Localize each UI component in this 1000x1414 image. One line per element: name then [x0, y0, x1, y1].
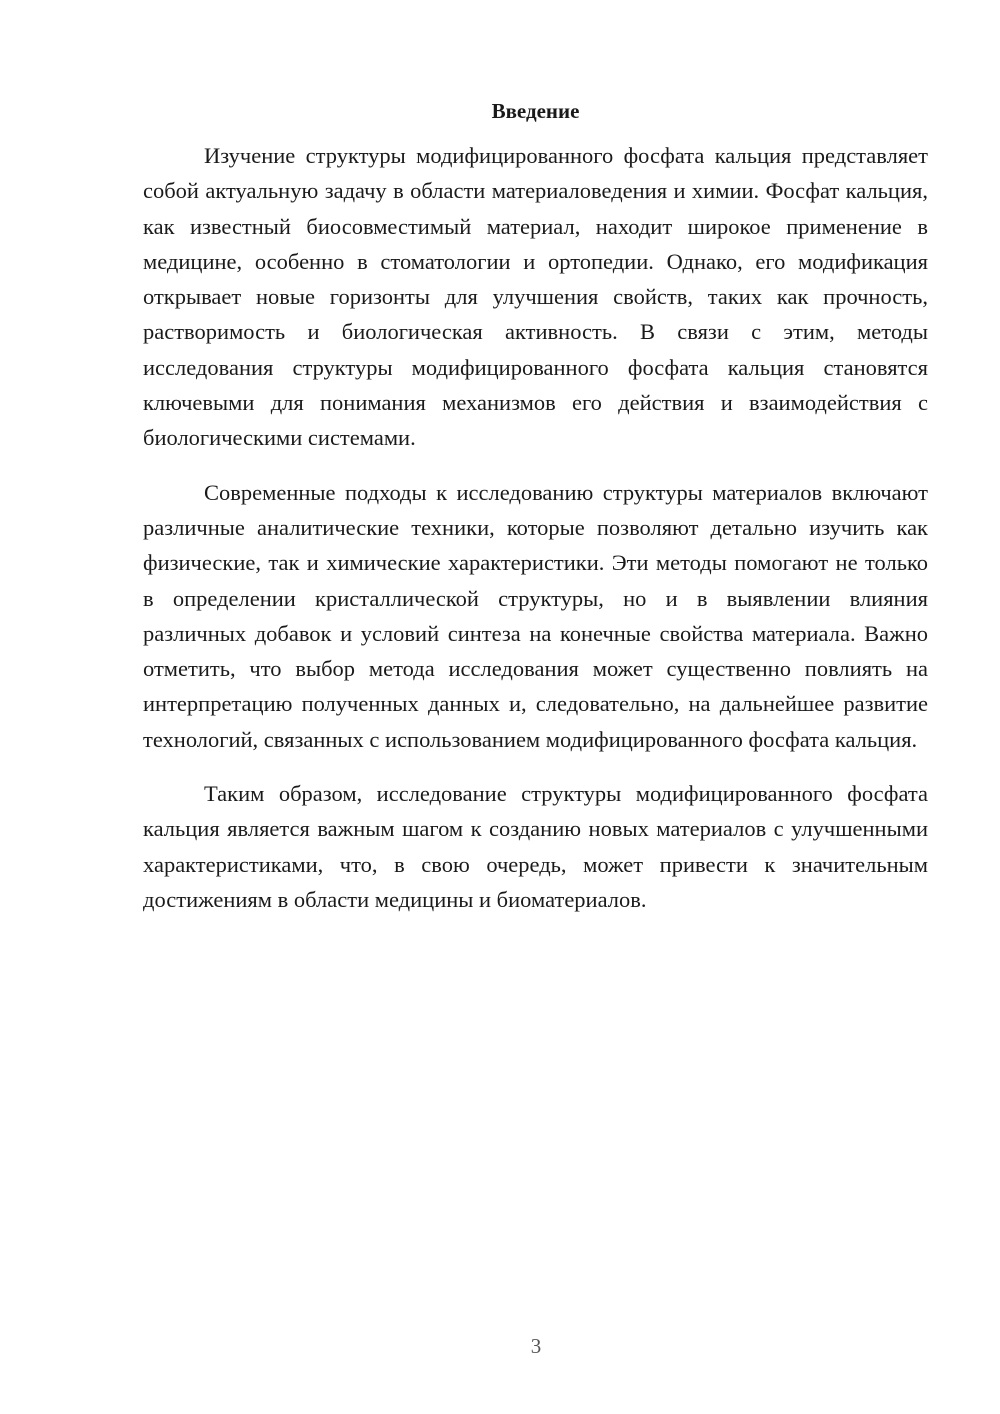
- paragraph-3: Таким образом, исследование структуры модифицированного фосфата кальция является важным шагом к созданию новых материалов с улучшенными характеристиками, что, в свою очередь, может привести к значительным достижениям в области медицины и биоматериалов.: [143, 781, 928, 912]
- paragraph-2: Современные подходы к исследованию структуры материалов включают различные аналитические техники, которые позволяют детально изучить как физические, так и химические характеристики. Эти методы помогают не только в определении кристаллической структуры, но и в выявлении влияния различных добавок и условий синтеза на конечные свойства материала. Важно отметить, что выбор метода исследования может существенно повлиять на интерпретацию полученных данных и, следовательно, на дальнейшее развитие технологий, связанных с использованием модифицированного фосфата кальция.: [143, 479, 928, 752]
- page-content: [143, 96, 928, 917]
- page-number: 3: [530, 1334, 542, 1358]
- paragraph-1: Изучение структуры модифицированного фосфата кальция представляет собой актуальную задачу в области материаловедения и химии. Фосфат кальция, как известный биосовместимый материал, находит широкое применение в медицине, особенно в стоматологии и ортопедии. Однако, его модификация открывает новые горизонты для улучшения свойств, таких как прочность, растворимость и биологическая активность. В связи с этим, методы исследования структуры модифицированного фосфата кальция становятся ключевыми для понимания механизмов его действия и взаимодействия с биологическими системами.: [143, 143, 928, 451]
- section-heading: Введение: [491, 99, 580, 123]
